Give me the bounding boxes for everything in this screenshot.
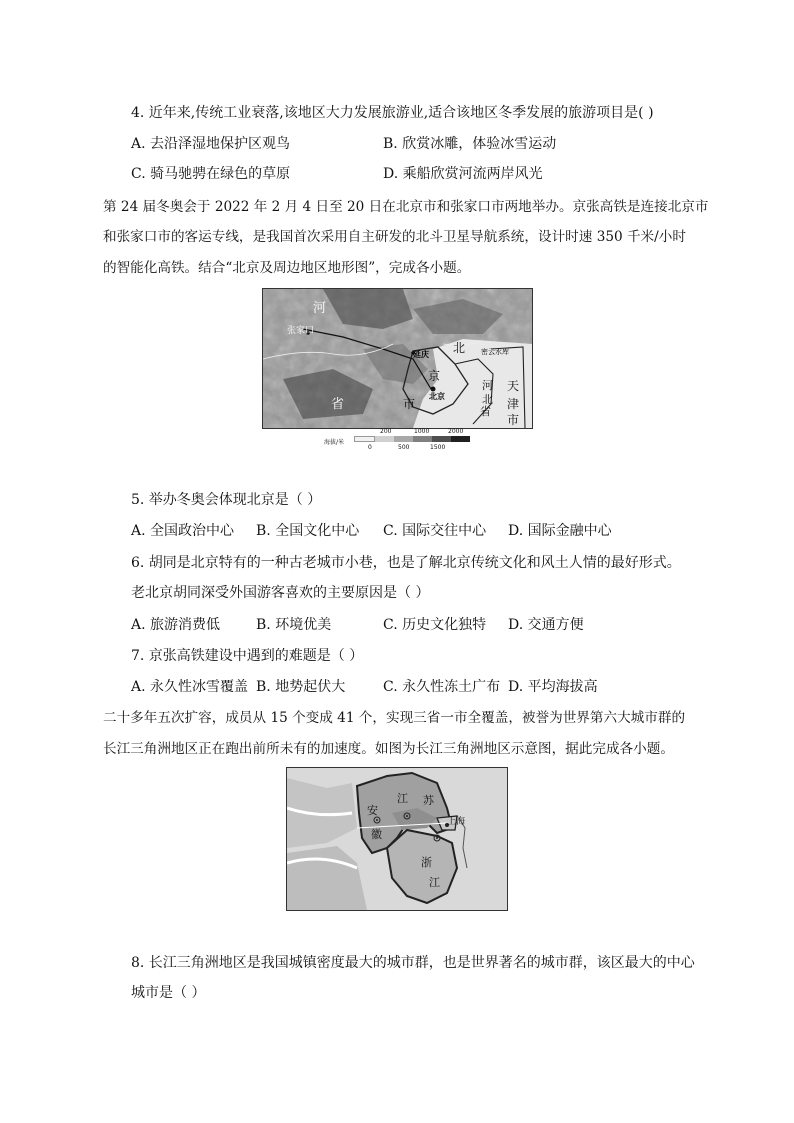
intro-paragraph-2-line-2: 长江三角洲地区正在跑出前所未有的加速度。如图为长江三角洲地区示意图，据此完成各小题。 <box>103 741 674 757</box>
legend-tick-200: 200 <box>380 428 392 435</box>
question-7-option-c: C. 永久性冻土广布 <box>383 679 501 695</box>
map1-label-bei-1: 北 <box>453 341 466 355</box>
question-6-option-a: A. 旅游消费低 <box>131 617 221 633</box>
map1-label-shi-tianjin: 市 <box>507 413 520 427</box>
map1-label-sheng-2: 省 <box>480 405 491 418</box>
terrain-map-graphic <box>263 289 532 428</box>
map1-label-he-1: 河 <box>313 301 327 316</box>
question-5-option-c: C. 国际交往中心 <box>383 523 487 539</box>
map1-label-bei-2: 北 <box>482 393 493 406</box>
question-5-option-a: A. 全国政治中心 <box>131 523 235 539</box>
question-4-option-a: A. 去沿泽湿地保护区观鸟 <box>131 136 291 152</box>
map1-label-miyun-reservoir: 密云水库 <box>481 348 509 356</box>
question-7-option-a: A. 永久性冰雪覆盖 <box>131 679 249 695</box>
question-6-option-d: D. 交通方便 <box>508 617 584 633</box>
question-7-option-b: B. 地势起伏大 <box>256 679 346 695</box>
question-6-stem-line-1: 6. 胡同是北京特有的一种古老城市小巷，也是了解北京传统文化和风土人情的最好形式。 <box>131 555 681 571</box>
intro-paragraph-1-line-2: 和张家口市的客运专线，是我国首次采用自主研发的北斗卫星导航系统，设计时速 350 千米/小时 <box>103 229 686 245</box>
question-4-option-d: D. 乘船欣赏河流两岸风光 <box>383 166 543 182</box>
intro-paragraph-2-line-1: 二十多年五次扩容，成员从 15 个变成 41 个，实现三省一市全覆盖，被誉为世界第六大城市群的 <box>103 710 686 726</box>
map1-label-shi-beijing: 市 <box>403 397 416 411</box>
yangtze-delta-map <box>286 767 508 911</box>
legend-tick-1000: 1000 <box>414 428 430 435</box>
question-5-stem: 5. 举办冬奥会体现北京是（ ） <box>131 492 322 508</box>
map2-label-an: 安 <box>367 804 378 817</box>
legend-color-bar <box>354 436 470 442</box>
map1-label-tian: 天 <box>507 379 520 393</box>
map1-label-he-2: 河 <box>482 379 493 392</box>
legend-title: 海拔/米 <box>324 439 345 446</box>
intro-paragraph-1-line-1: 第 24 届冬奥会于 2022 年 2 月 4 日至 20 日在北京市和张家口市两地举办。京张高铁是连接北京市 <box>103 199 709 215</box>
map1-label-yanqing: 延庆 <box>413 350 429 359</box>
legend-tick-0: 0 <box>368 444 372 451</box>
question-6-option-c: C. 历史文化独特 <box>383 617 487 633</box>
question-8-stem-line-1: 8. 长江三角洲地区是我国城镇密度最大的城市群，也是世界著名的城市群，该区最大的中心 <box>131 955 695 971</box>
question-6-stem-line-2: 老北京胡同深受外国游客喜欢的主要原因是（ ） <box>131 585 430 601</box>
question-5-option-d: D. 国际金融中心 <box>508 523 612 539</box>
question-7-option-d: D. 平均海拔高 <box>508 679 598 695</box>
legend-tick-500: 500 <box>398 444 410 451</box>
map2-label-jiang-1: 江 <box>397 792 408 805</box>
map2-label-hui: 徽 <box>371 828 382 841</box>
question-6-option-b: B. 环境优美 <box>256 617 332 633</box>
question-8-stem-line-2: 城市是（ ） <box>131 985 206 1001</box>
elevation-legend <box>324 428 474 454</box>
map2-label-su: 苏 <box>423 794 434 807</box>
question-4-option-b: B. 欣赏冰雕，体验冰雪运动 <box>383 136 557 152</box>
map1-label-beijing-city: 北京 <box>429 392 445 401</box>
map2-label-jiang-2: 江 <box>429 876 440 889</box>
map1-label-sheng-1: 省 <box>331 397 345 412</box>
map1-label-jin: 津 <box>507 397 520 411</box>
map2-label-shanghai: 上海 <box>447 817 466 827</box>
intro-paragraph-1-line-3: 的智能化高铁。结合“北京及周边地区地形图”，完成各小题。 <box>103 260 471 276</box>
map1-label-zhangjiakou: 张家口 <box>287 326 315 336</box>
map1-label-jing: 京 <box>428 369 441 383</box>
beijing-terrain-map <box>262 288 533 429</box>
question-4-option-c: C. 骑马驰骋在绿色的草原 <box>131 166 291 182</box>
question-5-option-b: B. 全国文化中心 <box>256 523 360 539</box>
legend-tick-1500: 1500 <box>430 444 446 451</box>
question-7-stem: 7. 京张高铁建设中遇到的难题是（ ） <box>131 648 364 664</box>
map2-label-zhe: 浙 <box>421 856 432 869</box>
legend-tick-2000: 2000 <box>448 428 464 435</box>
question-4-stem: 4. 近年来,传统工业衰落,该地区大力发展旅游业,适合该地区冬季发展的旅游项目是( ) <box>131 105 654 121</box>
